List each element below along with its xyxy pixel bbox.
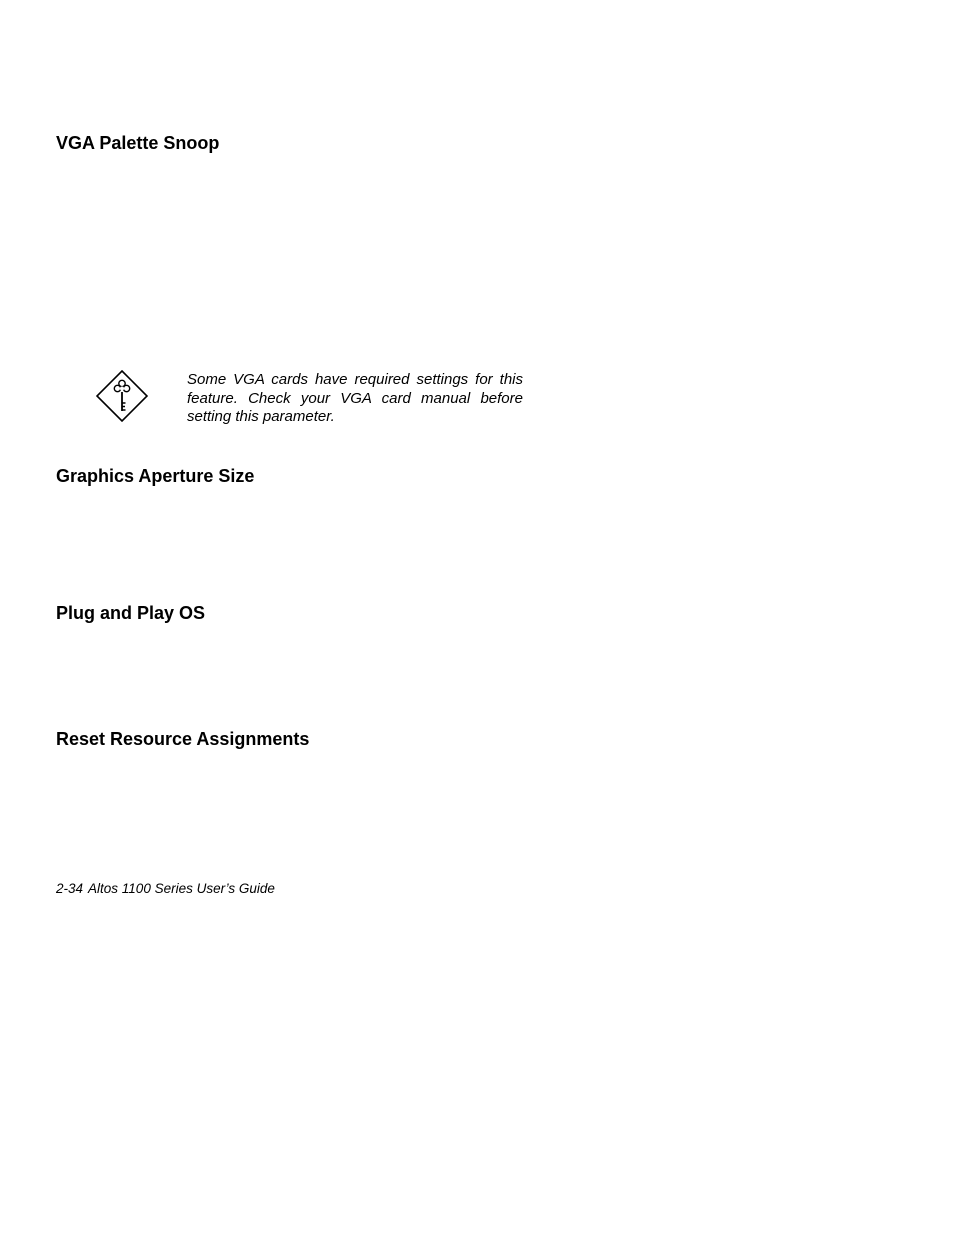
footer-title: Altos 1100 Series User’s Guide xyxy=(88,881,275,896)
section-heading-reset-resource-assignments: Reset Resource Assignments xyxy=(56,729,310,749)
section-heading-graphics-aperture-size: Graphics Aperture Size xyxy=(56,466,255,486)
section-heading-vga-palette-snoop: VGA Palette Snoop xyxy=(56,133,220,153)
page-footer xyxy=(56,880,275,898)
key-icon xyxy=(96,370,148,422)
page-number: 2-34 xyxy=(56,881,84,896)
section-heading-plug-and-play-os: Plug and Play OS xyxy=(56,603,206,623)
note-text: Some VGA cards have required settings for this feature. Check your VGA card manual before setting this parameter. xyxy=(187,371,523,425)
